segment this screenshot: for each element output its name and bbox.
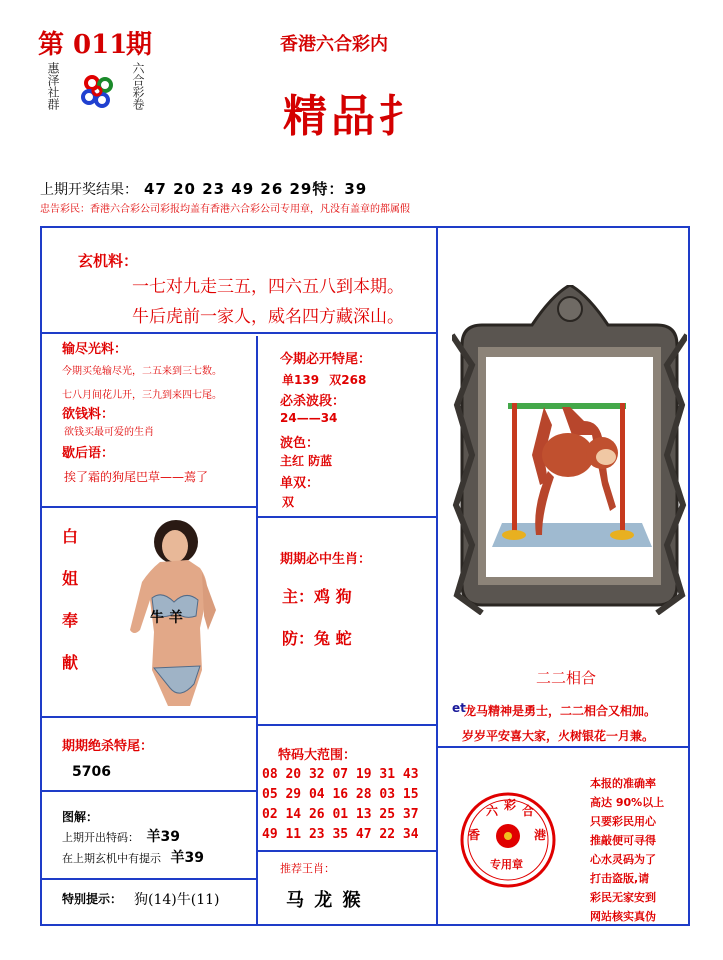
accuracy-line: 彩民无家安到 xyxy=(590,891,656,904)
accuracy-notes xyxy=(590,774,664,926)
divider xyxy=(438,746,690,748)
special-tip-value: 狗(14)牛(11) xyxy=(134,892,220,908)
poem-prefix: et xyxy=(452,701,466,715)
odd-even-value: 双 xyxy=(282,495,295,509)
last-result-numbers: 47 20 23 49 26 29特：39 xyxy=(144,180,368,198)
vertical-text-right: 六合彩卷 xyxy=(131,62,145,110)
diagram-line-2-value: 羊39 xyxy=(170,850,204,866)
mechanism-line-1: 一七对九走三五，四六五八到本期。 xyxy=(132,277,404,297)
loss-label: 输尽光料： xyxy=(62,342,128,357)
diagram-line-1-label: 上期开出特码： xyxy=(62,831,139,844)
poem-line-1: 龙马精神是勇士，二二相合又相加。 xyxy=(464,704,657,718)
accuracy-line: 推敲便可寻得 xyxy=(590,834,656,847)
divider xyxy=(258,850,436,852)
divider xyxy=(40,506,256,508)
accuracy-line: 只要彩民用心 xyxy=(590,815,656,828)
divider xyxy=(40,878,256,880)
stamp-bottom-text: 专用章 xyxy=(490,858,523,871)
stamp-char: 港 xyxy=(534,828,547,842)
want-label: 欲钱料： xyxy=(62,407,115,422)
accuracy-line: 本报的准确率 xyxy=(590,777,656,790)
divider xyxy=(40,716,256,718)
zodiac-must-label: 期期必中生肖： xyxy=(280,552,372,567)
color-label: 波色： xyxy=(280,436,320,451)
color-value: 主红 防蓝 xyxy=(280,454,333,468)
issue-number: 第 011 xyxy=(38,30,128,60)
diagram-label: 图解： xyxy=(62,810,99,824)
special-tail-single: 单139 xyxy=(282,373,320,387)
last-result-label: 上期开奖结果： xyxy=(40,182,138,198)
warning-notice: 忠告彩民：香港六合彩公司彩报均盖有香港六合彩公司专用章，凡没有盖章的都属假 xyxy=(40,204,410,215)
stamp-char: 彩 xyxy=(504,798,517,812)
divider xyxy=(40,332,436,334)
diagram-line-2-label: 在上期玄机中有提示 xyxy=(62,852,161,865)
want-text: 欲钱买最可爱的生肖 xyxy=(64,427,154,438)
official-stamp xyxy=(458,790,558,890)
tribute-char-1: 白 xyxy=(62,527,79,546)
diagram-line-2 xyxy=(62,847,204,867)
divider xyxy=(436,226,438,926)
saying-label: 歇后语： xyxy=(62,446,115,461)
zodiac-guard: 防：兔 蛇 xyxy=(282,629,352,648)
loss-line-1: 今期买兔输尽光，二五来到三七数。 xyxy=(62,366,222,377)
special-tail-values xyxy=(282,371,366,388)
rings-logo-icon xyxy=(78,72,118,112)
model-photo xyxy=(120,520,220,706)
kill-tail-value: 5706 xyxy=(72,764,111,780)
kill-wave-label: 必杀波段： xyxy=(280,394,346,409)
poem-line-2: 岁岁平安喜大家，火树银花一月兼。 xyxy=(462,729,655,743)
tribute-char-3: 奉 xyxy=(62,611,79,630)
stamp-char: 合 xyxy=(522,804,535,818)
recommend-label: 推荐王肖： xyxy=(280,862,335,875)
divider xyxy=(258,724,436,726)
newspaper-top-title: 香港六合彩内 xyxy=(280,34,388,55)
loss-line-2: 七八月间花儿开，三九到来四七尾。 xyxy=(62,390,222,401)
stamp-char: 香 xyxy=(468,828,481,842)
tribute-char-2: 姐 xyxy=(62,569,79,588)
divider xyxy=(256,336,258,926)
odd-even-label: 单双： xyxy=(280,476,320,491)
tribute-char-4: 献 xyxy=(62,653,79,672)
big-range-grid xyxy=(262,765,419,845)
mechanism-line-2: 牛后虎前一家人，威名四方藏深山。 xyxy=(132,307,404,327)
last-result xyxy=(40,178,367,199)
special-tail-label: 今期必开特尾： xyxy=(280,352,372,367)
accuracy-line: 心水灵码为了 xyxy=(590,853,656,866)
special-tail-double: 双268 xyxy=(329,373,367,387)
mechanism-label: 玄机料： xyxy=(78,252,139,270)
accuracy-line: 高达 90%以上 xyxy=(590,796,665,809)
big-range-row: 08 20 32 07 19 31 43 xyxy=(262,767,419,782)
recommend-value: 马 龙 猴 xyxy=(286,890,363,911)
big-range-label: 特码大范围： xyxy=(278,748,357,763)
picture-caption: 二二相合 xyxy=(536,669,597,687)
divider xyxy=(40,790,256,792)
vertical-text-left: 惠泽社群 xyxy=(46,62,60,110)
big-range-row: 49 11 23 35 47 22 34 xyxy=(262,827,419,842)
kill-tail-label: 期期绝杀特尾： xyxy=(62,739,154,754)
monkey-frame-picture xyxy=(452,285,687,615)
saying-text: 挨了霜的狗尾巴草——蔫了 xyxy=(64,470,209,484)
issue-suffix: 期 xyxy=(126,30,153,60)
diagram-line-1 xyxy=(62,826,180,846)
newspaper-big-title: 精品扌 xyxy=(283,91,427,142)
stamp-char: 六 xyxy=(486,804,499,818)
diagram-line-1-value: 羊39 xyxy=(146,829,180,845)
zodiac-main: 主：鸡 狗 xyxy=(282,587,352,606)
photo-caption: 牛 羊 xyxy=(150,610,183,626)
big-range-row: 05 29 04 16 28 03 15 xyxy=(262,787,419,802)
accuracy-line: 网站核实真伪 xyxy=(590,910,656,923)
big-range-row: 02 14 26 01 13 25 37 xyxy=(262,807,419,822)
accuracy-line: 打击盗版,请 xyxy=(590,872,650,885)
kill-wave-value: 24——34 xyxy=(280,411,338,425)
special-tip-label: 特别提示： xyxy=(62,892,123,906)
divider xyxy=(258,516,436,518)
